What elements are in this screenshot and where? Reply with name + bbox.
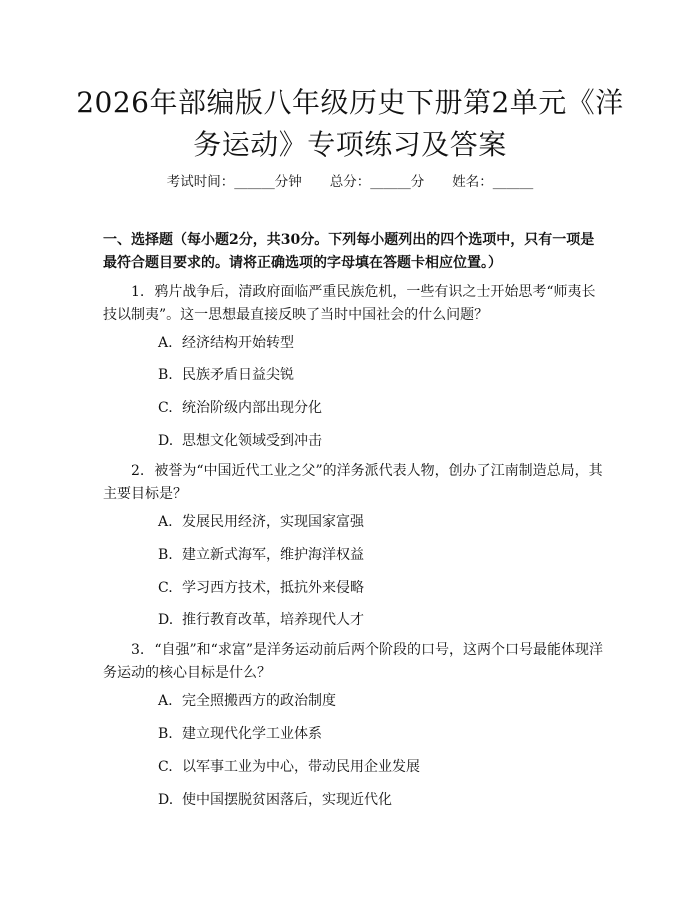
option-text: 民族矛盾日益尖锐 [182,367,294,383]
name-blank: ______ [492,174,534,190]
question-stem: 鸦片战争后，清政府面临严重民族危机，一些有识之士开始思考“师夷长技以制夷”。这一思想最直接反映了当时中国社会的什么问题？ [103,284,596,323]
q1-option-a [158,333,294,353]
time-label: 考试时间： [166,174,235,190]
question-stem: 被誉为“中国近代工业之父”的洋务派代表人物，创办了江南制造总局，其主要目标是？ [103,463,603,502]
question-2 [103,460,603,506]
name-label: 姓名： [452,174,493,190]
question-number: 3. [131,642,145,658]
time-blank: ______ [234,174,275,190]
option-letter: C. [158,400,173,416]
question-stem: “自强”和“求富”是洋务运动前后两个阶段的口号，这两个口号最能体现洋务运动的核心目标是什么？ [103,642,603,681]
title-line-1: 2026年部编版八年级历史下册第2单元《洋 [76,86,624,119]
option-text: 统治阶级内部出现分化 [182,400,322,416]
option-text: 经济结构开始转型 [182,335,294,351]
option-letter: B. [158,367,173,383]
title-line-2: 务运动》专项练习及答案 [193,128,507,161]
option-text: 学习西方技术，抵抗外来侵略 [182,580,364,596]
option-letter: B. [158,547,173,563]
q3-option-b [158,724,322,744]
option-letter: D. [158,433,174,449]
q2-option-d [158,610,364,630]
option-text: 建立新式海军，维护海洋权益 [182,547,364,563]
q3-option-d [158,790,392,810]
option-text: 使中国摆脱贫困落后，实现近代化 [182,792,392,808]
option-text: 推行教育改革，培养现代人才 [182,612,364,628]
option-letter: D. [158,792,174,808]
option-text: 建立现代化学工业体系 [182,726,322,742]
q2-option-a [158,512,364,532]
option-text: 发展民用经济，实现国家富强 [182,514,364,530]
option-letter: A. [158,514,173,530]
q2-option-b [158,545,364,565]
q2-option-c [158,578,364,598]
option-text: 思想文化领域受到冲击 [182,433,322,449]
question-number: 2. [131,463,145,479]
option-text: 完全照搬西方的政治制度 [182,693,336,709]
option-letter: C. [158,759,173,775]
option-letter: D. [158,612,174,628]
question-1 [103,281,603,327]
option-text: 以军事工业为中心，带动民用企业发展 [182,759,420,775]
time-unit: 分钟 [274,174,302,190]
question-number: 1. [131,284,145,300]
document-title [60,82,640,166]
question-3 [103,639,603,685]
score-unit: 分 [410,174,425,190]
option-letter: A. [158,693,173,709]
section-heading: 一、选择题（每小题2分，共30分。下列每小题列出的四个选项中，只有一项是最符合题目要求的。请将正确选项的字母填在答题卡相应位置。） [103,232,595,271]
q1-option-c [158,398,322,418]
q3-option-a [158,691,336,711]
option-letter: C. [158,580,173,596]
option-letter: A. [158,335,173,351]
score-blank: ______ [370,174,411,190]
q1-option-d [158,431,322,451]
exam-meta-line [0,170,700,190]
q3-option-c [158,757,420,777]
option-letter: B. [158,726,173,742]
q1-option-b [158,365,294,385]
score-label: 总分： [329,174,371,190]
